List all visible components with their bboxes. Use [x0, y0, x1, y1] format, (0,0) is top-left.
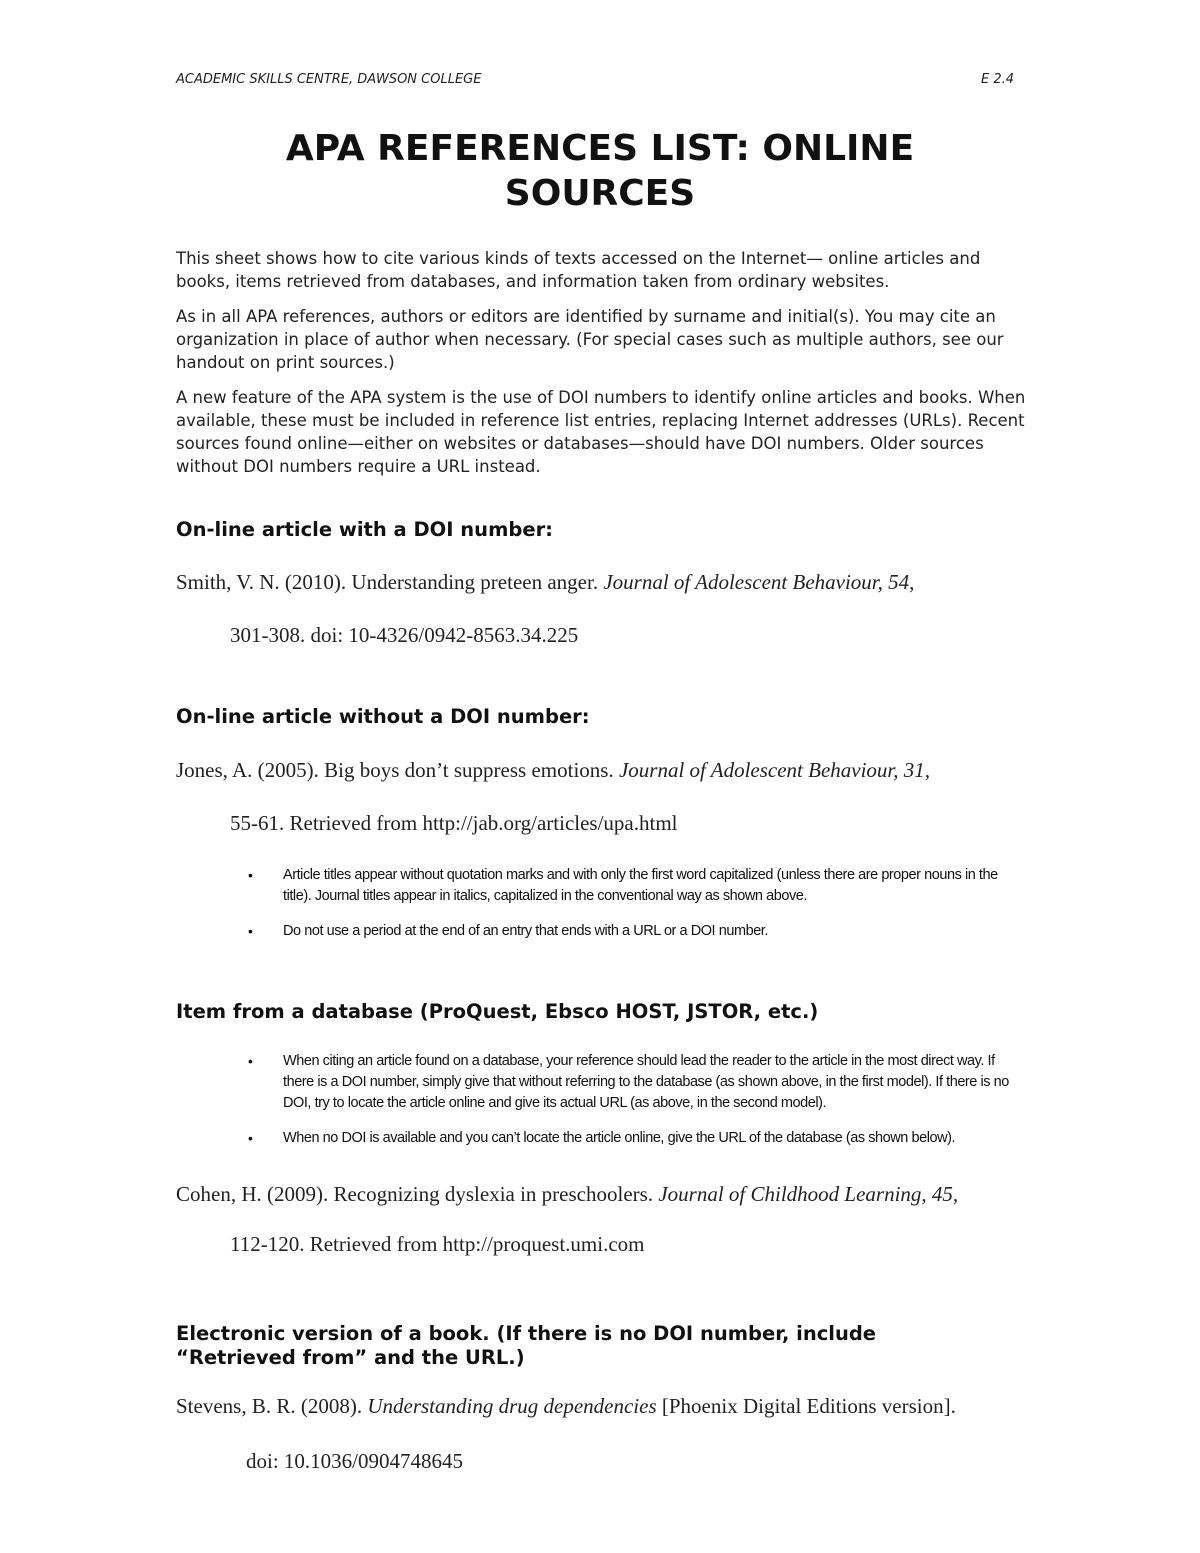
- section-heading-ebook-line-2: “Retrieved from” and the URL.): [176, 1346, 525, 1369]
- reference-smith-line-1: [176, 570, 914, 595]
- intro-paragraph-2: As in all APA references, authors or editors are identified by surname and initial(s). You may cite an organization in place of author when necessary. (For special cases such as multiple authors, see our handout on print sources.): [176, 307, 1004, 372]
- section-heading-ebook-line-1: Electronic version of a book. (If there is no DOI number, include: [176, 1322, 877, 1345]
- reference-smith-text: Smith, V. N. (2010). Understanding preteen anger.: [176, 570, 604, 594]
- bullet-icon: •: [248, 1053, 253, 1069]
- reference-jones-journal: Journal of Adolescent Behaviour, 31,: [618, 758, 931, 782]
- section-heading-doi-article: On-line article with a DOI number:: [176, 518, 553, 541]
- page-title: [150, 126, 1050, 216]
- bullet-text: Do not use a period at the end of an entry that ends with a URL or a DOI number.: [283, 923, 768, 939]
- bullet-text: Article titles appear without quotation marks and with only the first word capitalized (unless there are proper nouns in the title). Journal titles appear in italics, capitalized in the conventional way as shown above.: [283, 867, 998, 904]
- reference-cohen-text: Cohen, H. (2009). Recognizing dyslexia in preschoolers.: [176, 1182, 659, 1206]
- bullet-text: When citing an article found on a database, your reference should lead the reader to the article in the most direct way. If there is a DOI number, simply give that without referring to the database (as shown above, in the first model). If there is no DOI, try to locate the article online and give its actual URL (as above, in the second model).: [283, 1053, 1009, 1111]
- reference-stevens-edition: [Phoenix Digital Editions version].: [656, 1394, 956, 1418]
- page-title-line-2: SOURCES: [504, 173, 696, 214]
- bullet-text: When no DOI is available and you can’t locate the article online, give the URL of the database (as shown below).: [283, 1130, 956, 1146]
- intro-paragraph-1: This sheet shows how to cite various kinds of texts accessed on the Internet— online articles and books, items retrieved from databases, and information taken from ordinary websites.: [176, 249, 981, 291]
- reference-cohen-line-1: [176, 1182, 958, 1207]
- reference-stevens-title: Understanding drug dependencies: [367, 1394, 657, 1418]
- list-item: [248, 1051, 1028, 1114]
- reference-stevens-line-1: [176, 1394, 956, 1419]
- reference-cohen-journal: Journal of Childhood Learning, 45,: [658, 1182, 959, 1206]
- intro-paragraph-3: A new feature of the APA system is the use of DOI numbers to identify online articles and books. When available, these must be included in reference list entries, replacing Internet addresses (URLs). Recent sources found online—either on websites or databases—should have DOI numbers. Older sources without DOI numbers require a URL instead.: [176, 388, 1026, 476]
- bullet-icon: •: [248, 923, 253, 939]
- reference-smith-line-2: 301-308. doi: 10-4326/0942-8563.34.225: [230, 623, 579, 647]
- page-title-line-1: APA REFERENCES LIST: ONLINE: [285, 128, 915, 169]
- section-heading-no-doi-article: On-line article without a DOI number:: [176, 705, 590, 728]
- header-code: E 2.4: [980, 72, 1014, 87]
- reference-jones-line-1: [176, 758, 930, 783]
- reference-smith-journal: Journal of Adolescent Behaviour, 54,: [603, 570, 915, 594]
- reference-jones-text: Jones, A. (2005). Big boys don’t suppress emotions.: [176, 758, 619, 782]
- reference-stevens-text: Stevens, B. R. (2008).: [176, 1394, 368, 1418]
- header-institution: ACADEMIC SKILLS CENTRE, DAWSON COLLEGE: [176, 72, 482, 87]
- bullet-icon: •: [248, 867, 253, 883]
- bullet-icon: •: [248, 1130, 253, 1146]
- reference-stevens-line-2: doi: 10.1036/0904748645: [246, 1449, 464, 1473]
- reference-jones-line-2: 55-61. Retrieved from http://jab.org/articles/upa.html: [230, 811, 678, 835]
- list-item: [248, 921, 1028, 942]
- reference-cohen-line-2: 112-120. Retrieved from http://proquest.umi.com: [230, 1232, 645, 1256]
- list-item: [248, 865, 1028, 907]
- list-item: [248, 1128, 1028, 1149]
- section-heading-database-item: Item from a database (ProQuest, Ebsco HOST, JSTOR, etc.): [176, 1000, 819, 1023]
